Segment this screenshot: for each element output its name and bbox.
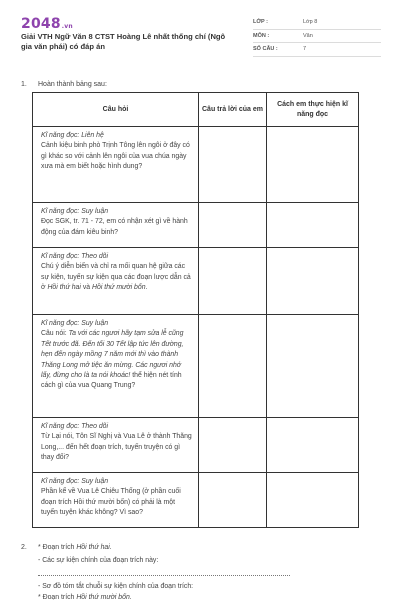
question-2-excerpt-1 bbox=[38, 544, 112, 551]
method-cell[interactable] bbox=[267, 418, 359, 473]
table-row bbox=[33, 418, 359, 473]
meta-value: 7 bbox=[303, 46, 307, 52]
header-question: Câu hỏi bbox=[33, 93, 199, 127]
meta-info bbox=[253, 16, 381, 57]
question-2-diagram-line: - Sơ đồ tóm tắt chuỗi sự kiện chính của đoạn trích: bbox=[38, 583, 194, 590]
answer-cell[interactable] bbox=[199, 315, 267, 418]
table-row bbox=[33, 473, 359, 528]
meta-value: Văn bbox=[303, 32, 313, 39]
question-cell bbox=[33, 418, 199, 473]
answer-cell[interactable] bbox=[199, 203, 267, 248]
meta-value: Lớp 8 bbox=[303, 19, 318, 25]
skill-label: Kĩ năng đọc: Theo dõi bbox=[41, 253, 109, 260]
question-italic: Hồi thứ hai bbox=[47, 284, 81, 292]
table-header-row bbox=[33, 93, 359, 127]
question-text: Cảnh kiệu binh phò Trịnh Tông lên ngôi ở đây có gì khác so với cảnh lên ngôi của vua chúa ngày xưa mà em biết hoặc hình dung? bbox=[41, 142, 190, 171]
answer-cell[interactable] bbox=[199, 248, 267, 315]
skill-label: Kĩ năng đọc: Theo dõi bbox=[41, 423, 109, 430]
header-method: Cách em thực hiện kĩ năng đọc bbox=[267, 93, 359, 127]
method-cell[interactable] bbox=[267, 127, 359, 203]
answer-cell[interactable] bbox=[199, 418, 267, 473]
meta-row-count bbox=[253, 43, 381, 57]
question-text: và bbox=[80, 284, 93, 292]
excerpt-label: * Đoạn trích bbox=[38, 594, 77, 600]
site-logo[interactable] bbox=[21, 16, 73, 32]
method-cell[interactable] bbox=[267, 315, 359, 418]
question-italic: Hồi thứ mười bốn bbox=[92, 284, 146, 292]
question-2-excerpt-2 bbox=[38, 594, 132, 600]
answer-dotted-line[interactable] bbox=[38, 575, 290, 576]
meta-row-class bbox=[253, 16, 381, 30]
method-cell[interactable] bbox=[267, 248, 359, 315]
meta-key: LỚP : bbox=[253, 19, 268, 25]
excerpt-label: * Đoạn trích bbox=[38, 544, 77, 551]
question-text: thể hiện nét tính cách gì của vua Quang Trung? bbox=[41, 372, 182, 390]
question-text: Đọc SGK, tr. 71 - 72, em có nhận xét gì về hành động của đám kiêu binh? bbox=[41, 218, 188, 236]
excerpt-title: Hồi thứ mười bốn. bbox=[76, 594, 132, 600]
question-cell bbox=[33, 203, 199, 248]
table-row bbox=[33, 248, 359, 315]
answer-cell[interactable] bbox=[199, 473, 267, 528]
question-1-number: 1. bbox=[21, 81, 27, 88]
question-2-number: 2. bbox=[21, 544, 27, 551]
skill-label: Kĩ năng đọc: Suy luận bbox=[41, 478, 109, 485]
skill-label: Kĩ năng đọc: Suy luận bbox=[41, 208, 109, 215]
logo-suffix: .vn bbox=[61, 23, 73, 30]
question-cell bbox=[33, 127, 199, 203]
table-row bbox=[33, 203, 359, 248]
method-cell[interactable] bbox=[267, 203, 359, 248]
question-text: . bbox=[145, 284, 148, 292]
method-cell[interactable] bbox=[267, 473, 359, 528]
question-2-events-line: - Các sự kiện chính của đoạn trích này: bbox=[38, 557, 159, 564]
meta-key: SỐ CÂU : bbox=[253, 46, 278, 52]
answer-cell[interactable] bbox=[199, 127, 267, 203]
table-row bbox=[33, 127, 359, 203]
skill-label: Kĩ năng đọc: Liên hệ bbox=[41, 132, 104, 139]
header-answer: Câu trả lời của em bbox=[199, 93, 267, 127]
skill-label: Kĩ năng đọc: Suy luận bbox=[41, 320, 109, 327]
question-text: Câu nói: bbox=[41, 330, 69, 338]
question-cell bbox=[33, 315, 199, 418]
question-cell bbox=[33, 473, 199, 528]
question-italic: Ta với các ngươi hãy tạm sửa lễ cũng Tết trước đã. Đến tối 30 Tết lập tức lên đường, hẹn đến ngày mồng 7 năm mới thì vào thành Thăng Long mở tiệc ăn mừng. Các ngươi nhớ lấy, đừng cho là ta nói khoác! bbox=[41, 330, 184, 380]
question-table bbox=[32, 92, 359, 528]
excerpt-title: Hồi thứ hai. bbox=[76, 544, 112, 551]
logo-main: 2048 bbox=[21, 16, 61, 32]
page-title: Giải VTH Ngữ Văn 8 CTST Hoàng Lê nhất thống chí (Ngô gia văn phái) có đáp án bbox=[21, 32, 226, 51]
page-header bbox=[21, 14, 381, 60]
table-row bbox=[33, 315, 359, 418]
question-text: Phần kể về Vua Lê Chiêu Thống (ở phần cuối đoạn trích Hồi thứ mười bốn) có phải là một tuyến tuyện khác không? Vì sao? bbox=[41, 488, 181, 517]
question-cell bbox=[33, 248, 199, 315]
meta-row-subject bbox=[253, 30, 381, 44]
meta-key: MÔN : bbox=[253, 32, 270, 39]
question-1-prompt: Hoàn thành bảng sau: bbox=[38, 81, 107, 88]
question-text: Chú ý diễn biến và chỉ ra mối quan hệ giữa các sự kiện, tuyến sự kiện qua các đoạn lược dẫn cả ở bbox=[41, 263, 191, 292]
question-text: Từ Lại nói, Tôn Sĩ Nghị và Vua Lê ở thành Thăng Long,... đến hết đoạn trích, tuyến truyện có gì thay đổi? bbox=[41, 433, 192, 462]
